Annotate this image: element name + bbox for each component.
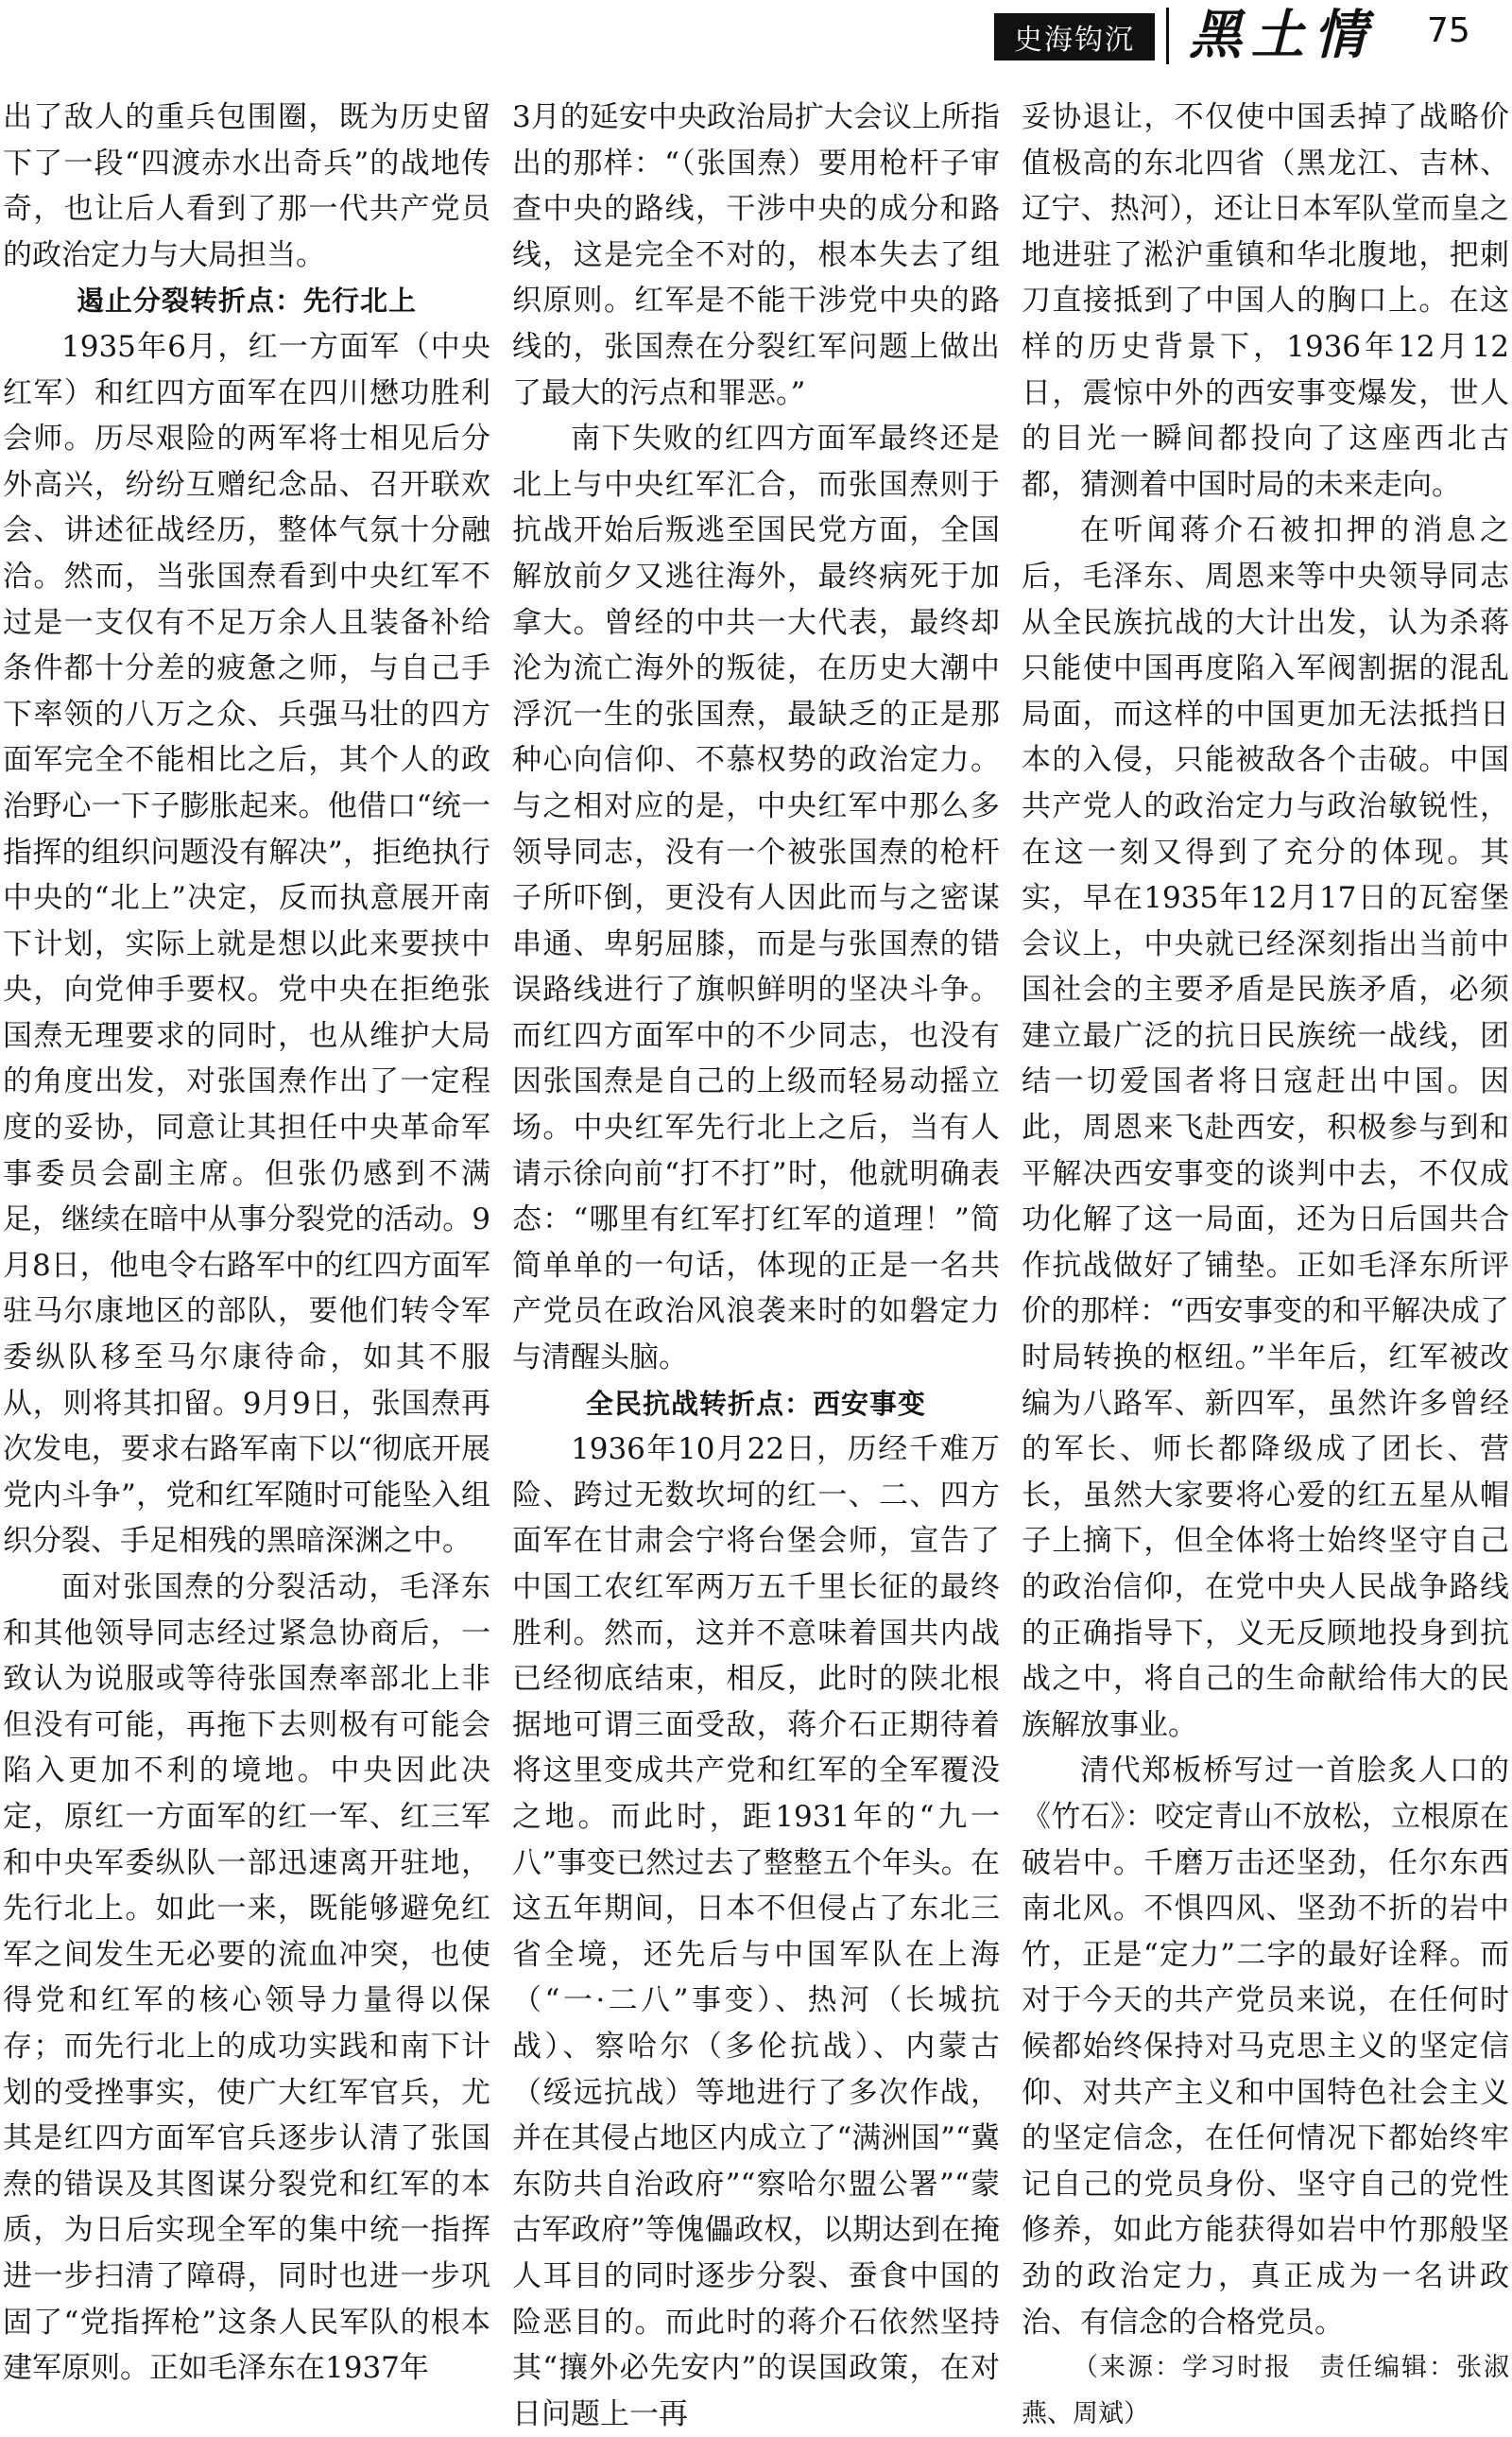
body-paragraph: 出了敌人的重兵包围圈，既为历史留下了一段“四渡赤水出奇兵”的战地传奇，也让后人看到了那一代共产党员的政治定力与大局担当。 (3, 100, 490, 272)
section-heading: 全民抗战转折点：西安事变 (585, 1387, 926, 1420)
body-paragraph: 3月的延安中央政治局扩大会议上所指出的那样：“（张国焘）要用枪杆子审查中央的路线，干涉中央的成分和路线，这是完全不对的，根本失去了组织原则。红军是不能干涉党中央的路线的，张国焘在分裂红军问题上做出了最大的污点和罪恶。” (512, 100, 1000, 410)
body-paragraph: 1935年6月，红一方面军（中央红军）和红四方面军在四川懋功胜利会师。历尽艰险的两军将士相见后分外高兴，纷纷互赠纪念品、召开联欢会、讲述征战经历，整体气氛十分融洽。然而，当张国焘看到中央红军不过是一支仅有不足万余人且装备补给条件都十分差的疲惫之师，与自己手下率领的八万之众、兵强马壮的四方面军完全不能相比之后，其个人的政治野心一下子膨胀起来。他借口“统一指挥的组织问题没有解决”，拒绝执行中央的“北上”决定，反而执意展开南下计划，实际上就是想以此来要挟中央，向党伸手要权。党中央在拒绝张国焘无理要求的同时，也从维护大局的角度出发，对张国焘作出了一定程度的妥协，同意让其担任中央革命军事委员会副主席。但张仍感到不满足，继续在暗中从事分裂党的活动。9月8日，他电令右路军中的红四方面军驻马尔康地区的部队，要他们转令军委纵队移至马尔康待命，如其不服从，则将其扣留。9月9日，张国焘再次发电，要求右路军南下以“彻底开展党内斗争”，党和红军随时可能坠入组织分裂、手足相残的黑暗深渊之中。 (3, 329, 490, 1559)
text-column-2 (512, 95, 1000, 2431)
page-number: 75 (1427, 11, 1470, 50)
source-credit: （来源：学习时报 责任编辑：张淑燕、周斌） (1022, 2353, 1509, 2428)
text-column-3 (1022, 95, 1509, 2428)
text-column-1 (3, 95, 490, 2386)
section-heading: 遏止分裂转折点：先行北上 (76, 285, 417, 318)
body-paragraph: 妥协退让，不仅使中国丢掉了战略价值极高的东北四省（黑龙江、吉林、辽宁、热河），还让日本军队堂而皇之地进驻了淞沪重镇和华北腹地，把刺刀直接抵到了中国人的胸口上。在这样的历史背景下，1936年12月12日，震惊中外的西安事变爆发，世人的目光一瞬间都投向了这座西北古都，猜测着中国时局的未来走向。 (1022, 100, 1509, 502)
header-divider (1166, 8, 1169, 64)
magazine-logo: 黑土情 (1189, 4, 1376, 66)
body-paragraph: 清代郑板桥写过一首脍炙人口的《竹石》：咬定青山不放松，立根原在破岩中。千磨万击还坚劲，任尔东西南北风。不惧四风、坚劲不折的岩中竹，正是“定力”二字的最好诠释。而对于今天的共产党员来说，在任何时候都始终保持对马克思主义的坚定信仰、对共产主义和中国特色社会主义的坚定信念，在任何情况下都始终牢记自己的党员身份、坚守自己的党性修养，如此方能获得如岩中竹那般坚劲的政治定力，真正成为一名讲政治、有信念的合格党员。 (1022, 1754, 1509, 2340)
body-paragraph: 南下失败的红四方面军最终还是北上与中央红军汇合，而张国焘则于抗战开始后叛逃至国民党方面，全国解放前夕又逃往海外，最终病死于加拿大。曾经的中共一大代表，最终却沦为流亡海外的叛徒，在历史大潮中浮沉一生的张国焘，最缺乏的正是那种心向信仰、不慕权势的政治定力。与之相对应的是，中央红军中那么多领导同志，没有一个被张国焘的枪杆子所吓倒，更没有人因此而与之密谋串通、卑躬屈膝，而是与张国焘的错误路线进行了旗帜鲜明的坚决斗争。而红四方面军中的不少同志，也没有因张国焘是自己的上级而轻易动摇立场。中央红军先行北上之后，当有人请示徐向前“打不打”时，他就明确表态：“哪里有红军打红军的道理！”简简单单的一句话，体现的正是一名共产党员在政治风浪袭来时的如磐定力与清醒头脑。 (512, 422, 1000, 1375)
section-badge (994, 13, 1155, 60)
body-paragraph: 面对张国焘的分裂活动，毛泽东和其他领导同志经过紧急协商后，一致认为说服或等待张国焘率部北上非但没有可能，再拖下去则极有可能会陷入更加不利的境地。中央因此决定，原红一方面军的红一军、红三军和中央军委纵队一部迅速离开驻地，先行北上。如此一来，既能够避免红军之间发生无必要的流血冲突，也使得党和红军的核心领导力量得以保存；而先行北上的成功实践和南下计划的受挫事实，使广大红军官兵，尤其是红四方面军官兵逐步认清了张国焘的错误及其图谋分裂党和红军的本质，为日后实现全军的集中统一指挥进一步扫清了障碍，同时也进一步巩固了“党指挥枪”这条人民军队的根本建军原则。正如毛泽东在1937年 (3, 1570, 490, 2386)
body-paragraph: 在听闻蒋介石被扣押的消息之后，毛泽东、周恩来等中央领导同志从全民族抗战的大计出发，认为杀蒋只能使中国再度陷入军阀割据的混乱局面，而这样的中国更加无法抵挡日本的入侵，只能被敌各个击破。中国共产党人的政治定力与政治敏锐性，在这一刻又得到了充分的体现。其实，早在1935年12月17日的瓦窑堡会议上，中央就已经深刻指出当前中国社会的主要矛盾是民族矛盾，必须建立最广泛的抗日民族统一战线，团结一切爱国者将日寇赶出中国。因此，周恩来飞赴西安，积极参与到和平解决西安事变的谈判中去，不仅成功化解了这一局面，还为日后国共合作抗战做好了铺垫。正如毛泽东所评价的那样：“西安事变的和平解决成了时局转换的枢纽。”半年后，红军被改编为八路军、新四军，虽然许多曾经的军长、师长都降级成了团长、营长，虽然大家要将心爱的红五星从帽子上摘下，但全体将士始终坚守自己的政治信仰，在党中央人民战争路线的正确指导下，义无反顾地投身到抗战之中，将自己的生命献给伟大的民族解放事业。 (1022, 513, 1509, 1742)
section-title: 史海钩沉 (1014, 24, 1135, 57)
body-paragraph: 1936年10月22日，历经千难万险、跨过无数坎坷的红一、二、四方面军在甘肃会宁将台堡会师，宣告了中国工农红军两万五千里长征的最终胜利。然而，这并不意味着国共内战已经彻底结束，相反，此时的陕北根据地可谓三面受敌，蒋介石正期待着将这里变成共产党和红军的全军覆没之地。而此时，距1931年的“九一八”事变已然过去了整整五个年头。在这五年期间，日本不但侵占了东北三省全境，还先后与中国军队在上海（“一·二八”事变）、热河（长城抗战）、察哈尔（多伦抗战）、内蒙古（绥远抗战）等地进行了多次作战，并在其侵占地区内成立了“满洲国”“冀东防共自治政府”“察哈尔盟公署”“蒙古军政府”等傀儡政权，以期达到在掩人耳目的同时逐步分裂、蚕食中国的险恶目的。而此时的蒋介石依然坚持其“攘外必先安内”的误国政策，在对日问题上一再 (512, 1432, 1000, 2431)
